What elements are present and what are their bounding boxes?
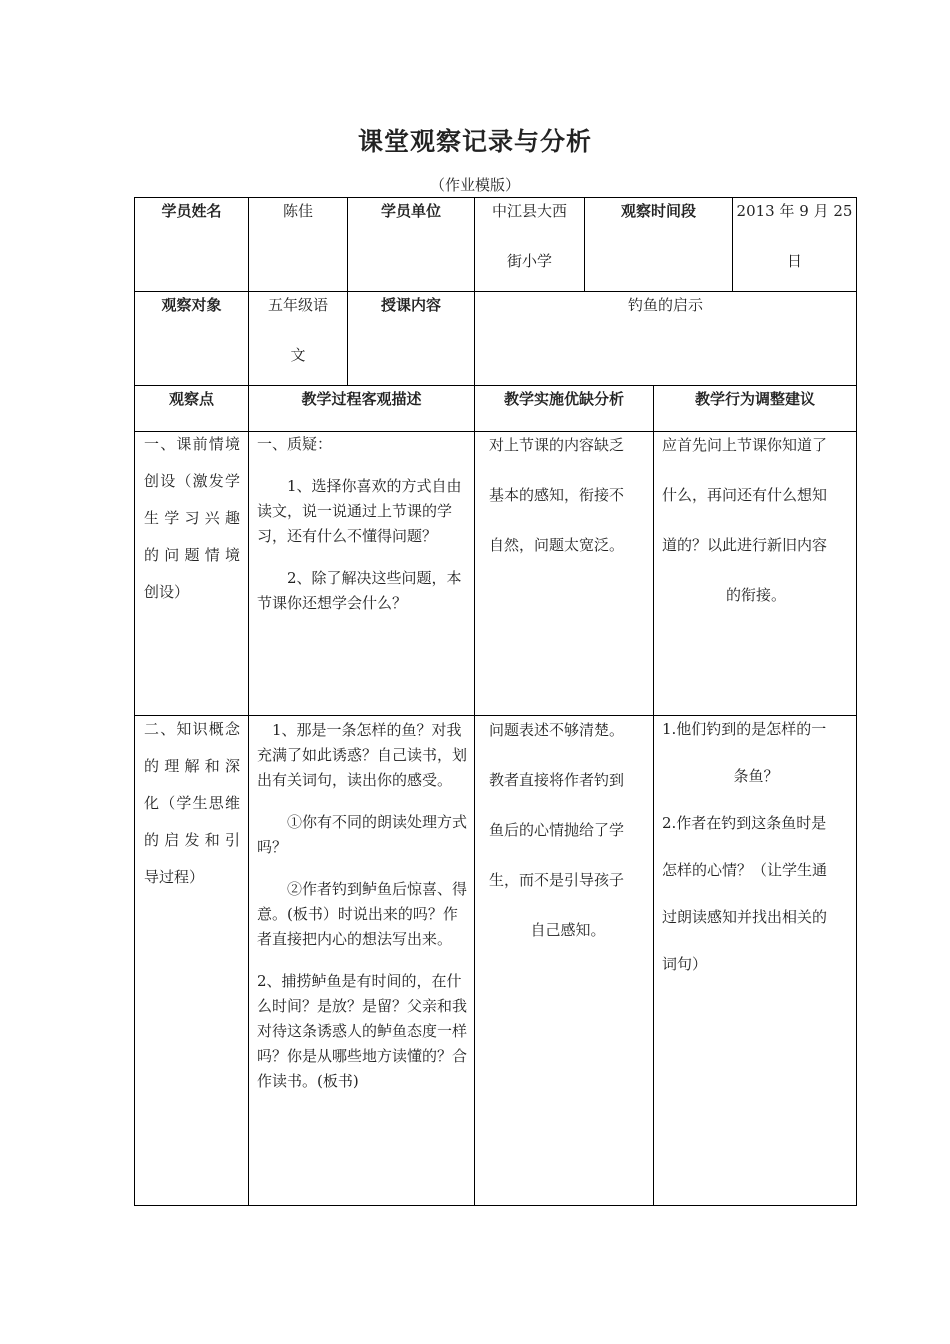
process-paragraph: 一、质疑： — [257, 435, 333, 453]
analysis-line: 基本的感知，衔接不 — [489, 486, 625, 504]
process-paragraph: 2、除了解决这些问题，本节课你还想学会什么？ — [257, 569, 462, 612]
suggestion-line: 道的？以此进行新旧内容 — [662, 536, 828, 554]
lesson-value: 钓鱼的启示 — [627, 296, 703, 314]
process-paragraph: ②作者钓到鲈鱼后惊喜、得意。(板书）时说出来的吗？作者直接把内心的想法写出来。 — [257, 880, 468, 948]
process-paragraph: 2、捕捞鲈鱼是有时间的，在什么时间？是放？是留？父亲和我对待这条诱惑人的鲈鱼态度一样吗？你是从哪些地方读懂的？合作读书。(板书) — [257, 972, 468, 1090]
student-unit-line: 街小学 — [506, 252, 552, 270]
lesson-label: 授课内容 — [380, 296, 441, 314]
point-line: 化（学生思维 — [144, 794, 240, 812]
table-rule — [474, 385, 475, 1206]
table-rule — [653, 385, 654, 1206]
student-unit-line: 中江县大西 — [491, 202, 567, 220]
row1-process — [257, 432, 467, 633]
table-border-bottom — [134, 1205, 857, 1206]
obs-time-line: 日 — [786, 252, 802, 270]
analysis-line: 问题表述不够清楚。 — [489, 721, 625, 739]
suggestion-line: 怎样的心情？（让学生通 — [662, 861, 828, 879]
point-line: 导过程） — [144, 868, 205, 886]
process-paragraph: 1、选择你喜欢的方式自由读文，说一说通过上节课的学习，还有什么不懂得问题？ — [257, 477, 462, 545]
suggestion-line: 过朗读感知并找出相关的 — [662, 908, 828, 926]
table-rule — [248, 385, 249, 1206]
student-unit-label: 学员单位 — [380, 202, 441, 220]
obs-time-value — [733, 186, 856, 286]
point-line: 创设（激发学 — [144, 472, 240, 490]
student-name-value: 陈佳 — [282, 202, 313, 220]
analysis-line: 教者直接将作者钓到 — [489, 771, 625, 789]
document-title: 课堂观察记录与分析 — [357, 127, 592, 156]
point-line: 生学习兴趣 — [144, 509, 240, 527]
point-line: 的理解和深 — [144, 757, 240, 775]
col-header-process: 教学过程客观描述 — [301, 390, 422, 408]
table-border-left — [134, 197, 135, 1206]
obs-time-label: 观察时间段 — [620, 202, 696, 220]
suggestion-line: 词句） — [662, 955, 708, 973]
suggestion-line: 1.他们钓到的是怎样的一 — [662, 720, 827, 738]
student-unit-value — [475, 186, 584, 286]
student-name-label: 学员姓名 — [161, 202, 222, 220]
row1-suggestion — [662, 420, 850, 620]
col-header-analysis: 教学实施优缺分析 — [503, 390, 624, 408]
obs-target-value — [249, 280, 347, 380]
obs-target-line: 文 — [290, 346, 306, 364]
col-header-point: 观察点 — [168, 390, 214, 408]
table-rule — [347, 197, 348, 385]
point-line: 一、课前情境 — [144, 435, 240, 453]
suggestion-line: 2.作者在钓到这条鱼时是 — [662, 814, 827, 832]
obs-time-line: 2013 年 9 月 25 — [736, 202, 853, 220]
analysis-line: 生，而不是引导孩子 — [489, 871, 625, 889]
point-line: 创设） — [144, 583, 190, 601]
obs-target-line: 五年级语 — [267, 296, 328, 314]
suggestion-line: 的衔接。 — [725, 586, 786, 604]
analysis-line: 自己感知。 — [530, 921, 606, 939]
col-header-suggestion: 教学行为调整建议 — [694, 390, 815, 408]
analysis-line: 自然，问题太宽泛。 — [489, 536, 625, 554]
row1-point — [144, 426, 240, 611]
table-border-right — [856, 197, 857, 1206]
point-line: 的启发和引 — [144, 831, 240, 849]
analysis-line: 鱼后的心情抛给了学 — [489, 821, 625, 839]
suggestion-line: 什么，再问还有什么想知 — [662, 486, 828, 504]
process-paragraph: ①你有不同的朗读处理方式吗？ — [257, 813, 468, 856]
document-subtitle: （作业模版） — [429, 176, 520, 194]
analysis-line: 对上节课的内容缺乏 — [489, 436, 625, 454]
point-line: 的问题情境 — [144, 546, 240, 564]
obs-target-label: 观察对象 — [161, 296, 222, 314]
row2-point — [144, 711, 240, 896]
row2-analysis — [489, 705, 647, 955]
row1-analysis — [489, 420, 647, 570]
row2-process — [257, 718, 467, 1111]
row2-suggestion — [662, 706, 850, 988]
point-line: 二、知识概念 — [144, 720, 240, 738]
suggestion-line: 条鱼？ — [733, 767, 779, 785]
process-paragraph: 1、那是一条怎样的鱼？对我充满了如此诱惑？自己读书，划出有关词句，读出你的感受。 — [257, 721, 468, 789]
suggestion-line: 应首先问上节课你知道了 — [662, 436, 828, 454]
